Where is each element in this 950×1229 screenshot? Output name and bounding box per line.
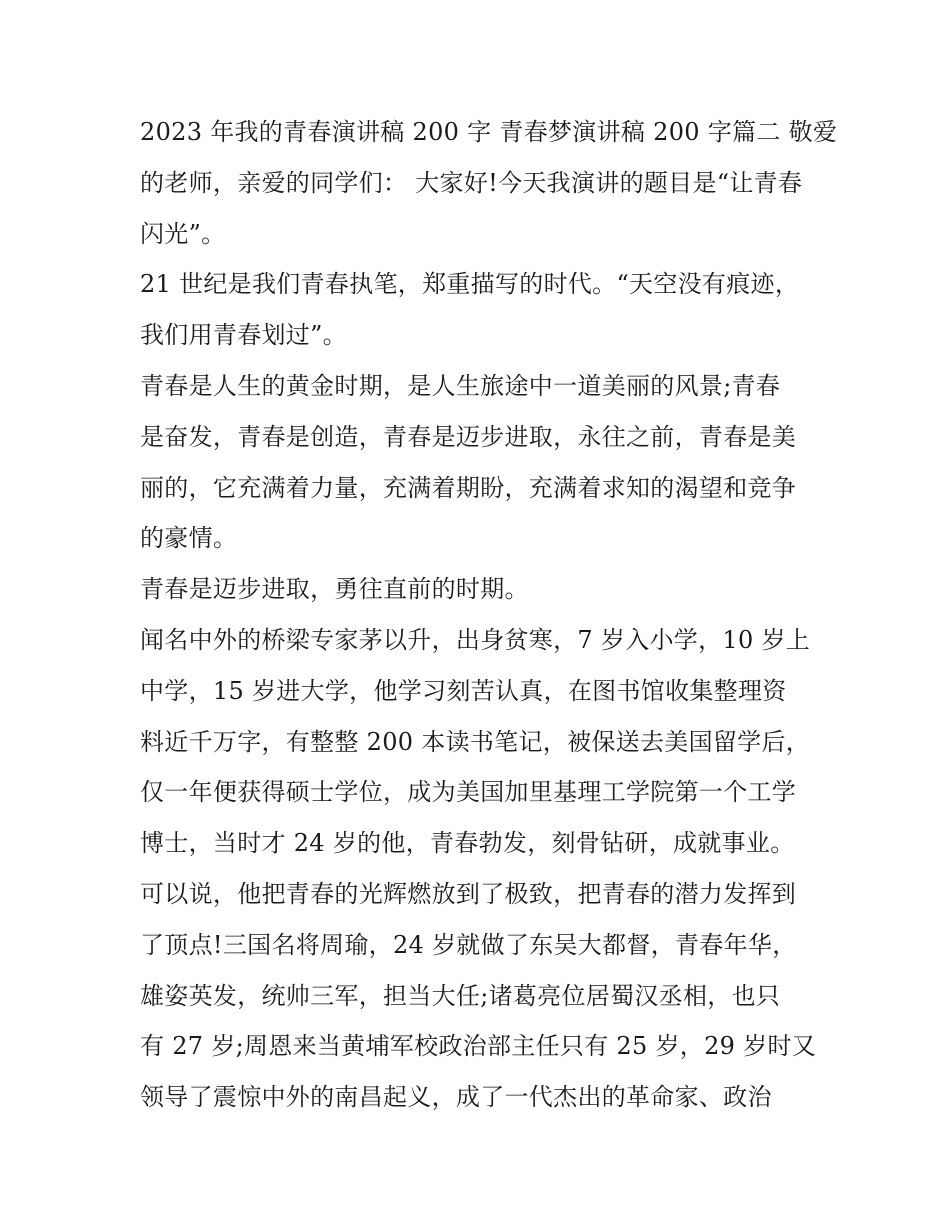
- text-line: 的豪情。: [140, 524, 238, 553]
- text-line: 青春是人生的黄金时期，是人生旅途中一道美丽的风景;青春: [140, 371, 781, 400]
- text-line: 博士，当时才 24 岁的他，青春勃发，刻骨钻研，成就事业。: [140, 829, 795, 858]
- text-line: 青春是迈步进取，勇往直前的时期。: [140, 575, 529, 604]
- text-line: 2023 年我的青春演讲稿 200 字 青春梦演讲稿 200 字篇二 敬爱: [140, 118, 838, 146]
- paragraph-5: [140, 615, 820, 1123]
- text-line: 领导了震惊中外的南昌起义，成了一代杰出的革命家、政治: [140, 1083, 772, 1112]
- text-line: 仅一年便获得硕士学位，成为美国加里基理工学院第一个工学: [140, 778, 797, 807]
- document-body: [140, 107, 838, 1123]
- text-line: 中学，15 岁进大学，他学习刻苦认真，在图书馆收集整理资: [140, 676, 787, 705]
- text-line: 可以说，他把青春的光辉燃放到了极致，把青春的潜力发挥到: [140, 879, 797, 908]
- text-line: 闻名中外的桥梁专家茅以升，出身贫寒，7 岁入小学，10 岁上: [140, 625, 811, 654]
- paragraph-1: [140, 107, 838, 259]
- text-line: 我们用青春划过”。: [140, 321, 347, 350]
- text-line: 了顶点!三国名将周瑜，24 岁就做了东吴大都督，青春年华，: [140, 930, 797, 959]
- text-line: 丽的，它充满着力量，充满着期盼，充满着求知的渴望和竞争: [140, 473, 797, 502]
- text-line: 的老师，亲爱的同学们： 大家好!今天我演讲的题目是“让青春: [140, 168, 803, 197]
- paragraph-4: [140, 564, 820, 615]
- text-line: 21 世纪是我们青春执笔，郑重描写的时代。“天空没有痕迹，: [140, 270, 800, 299]
- paragraph-2: [140, 259, 820, 361]
- text-line: 料近千万字，有整整 200 本读书笔记，被保送去美国留学后，: [140, 727, 811, 756]
- text-line: 有 27 岁;周恩来当黄埔军校政治部主任只有 25 岁，29 岁时又: [140, 1032, 817, 1061]
- text-line: 是奋发，青春是创造，青春是迈步进取，永往之前，青春是美: [140, 422, 797, 451]
- text-line: 雄姿英发，统帅三军，担当大任;诸葛亮位居蜀汉丞相，也只: [140, 981, 781, 1010]
- text-line: 闪光”。: [140, 219, 226, 248]
- paragraph-3: [140, 361, 820, 564]
